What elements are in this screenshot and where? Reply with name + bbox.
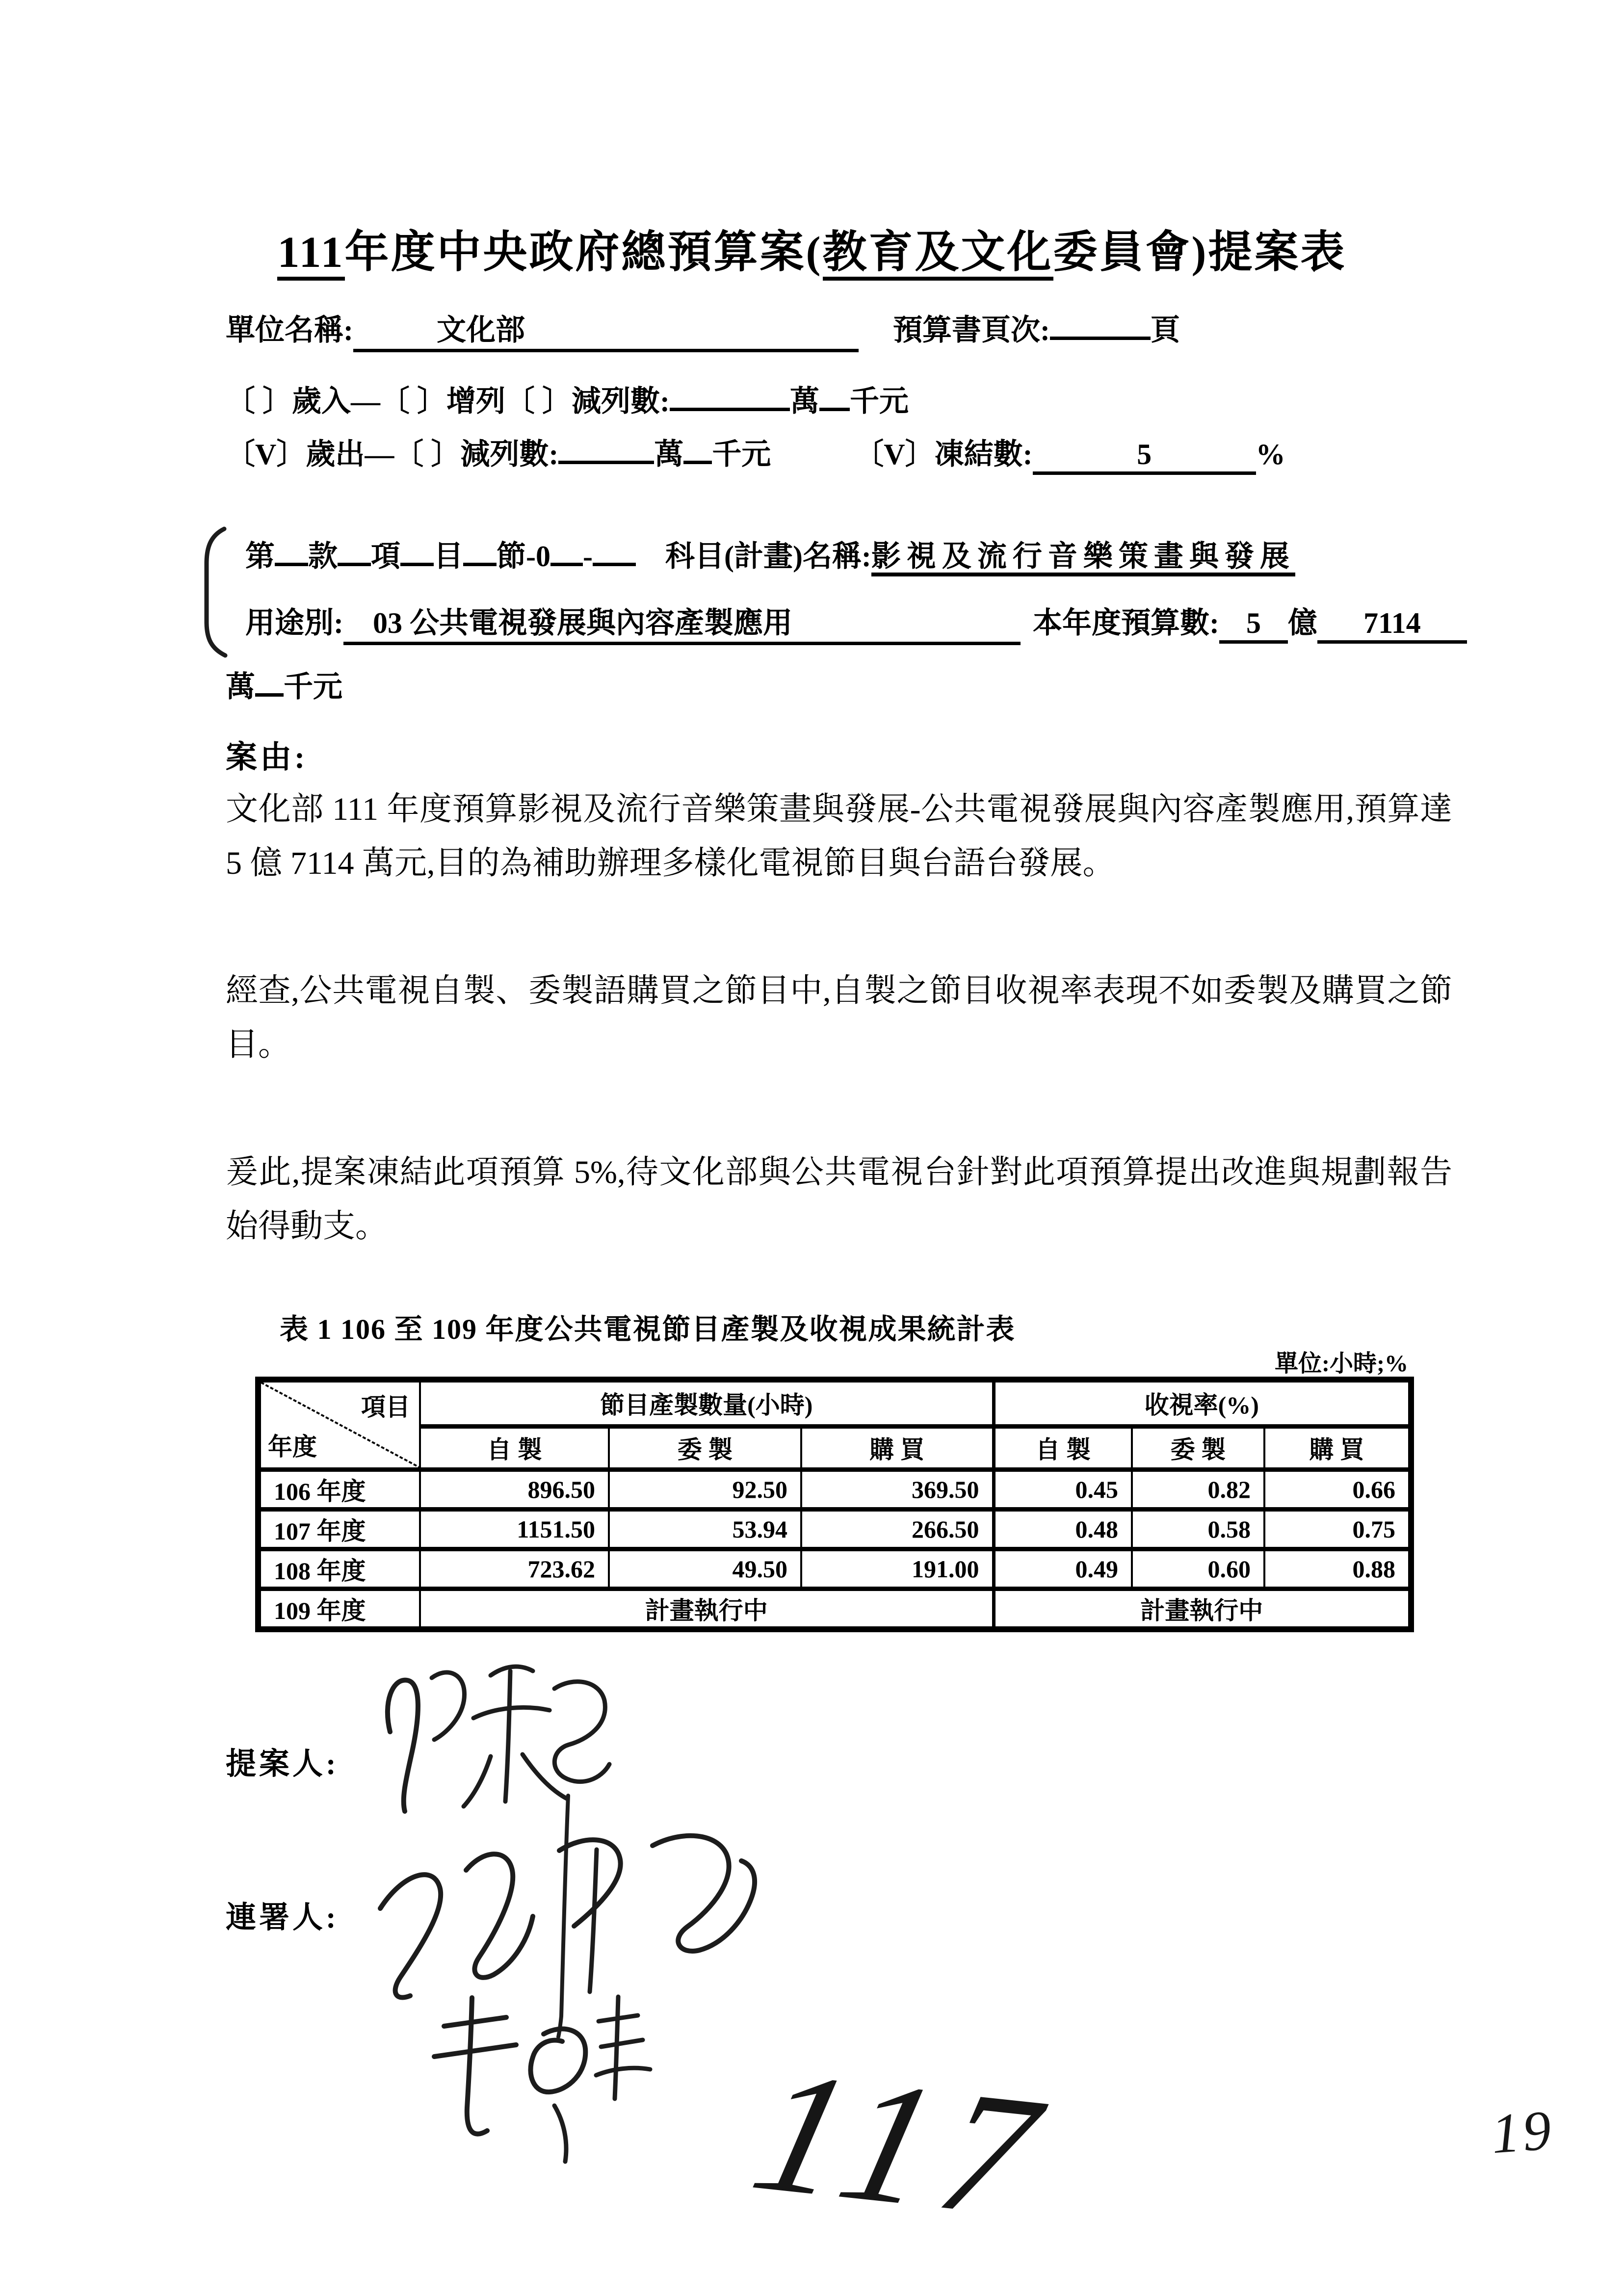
handwritten-note-117: 117 [737,2034,1068,2254]
budget-yi-unit: 億 [1287,607,1317,639]
wan-unit: 萬 [226,671,255,703]
paragraph-proposal: 爰此,提案凍結此項預算 5%,待文化部與公共電視台針對此項預算提出改進與規劃報告始得動支。 [226,1154,1452,1244]
item-jie-label: 節-0 [497,540,550,573]
table-row [258,1469,1411,1509]
freeze-percent-sign: % [1256,438,1285,470]
group-header-rating: 收視率(%) [994,1380,1411,1426]
budget-yi-value: 5 [1219,606,1288,644]
value-cell: 0.58 [1132,1509,1264,1549]
table-row-109 [258,1589,1411,1629]
revenue-qianyuan-unit: 千元 [849,385,909,417]
freeze-value: 5 [1033,438,1256,475]
unit-name-label: 單位名稱: [226,314,353,346]
expenditure-qian-blank [683,461,712,464]
diagonal-header-year: 年度 [268,1433,317,1461]
value-cell: 92.50 [609,1469,801,1509]
title-committee: 教育及文化 [823,228,1053,281]
table-row [258,1509,1411,1549]
value-cell: 0.88 [1264,1549,1411,1589]
qianyuan-unit: 千元 [284,671,342,703]
year-cell: 106 年度 [258,1469,420,1509]
item-xiang-blank [338,563,371,566]
year-cell: 108 年度 [258,1549,420,1589]
item-kuan-label: 款 [308,540,338,573]
revenue-wan-unit: 萬 [789,385,819,417]
usage-label: 用途別: [245,607,343,639]
expenditure-amount-blank [558,461,654,464]
revenue-amount-blank [670,408,790,411]
table-row [258,1549,1411,1589]
case-body [226,783,1452,1327]
year-cell: 107 年度 [258,1509,420,1549]
revenue-qian-blank [819,408,850,411]
value-cell: 896.50 [420,1469,609,1509]
diagonal-header-cell [258,1380,420,1469]
cosigner-label: 連署人: [226,1901,339,1934]
value-cell: 49.50 [609,1549,801,1589]
subheader-rating-commissioned: 委 製 [1132,1426,1264,1469]
title-mid: 年度中央政府總預算案( [344,228,823,277]
rating-status-cell: 計畫執行中 [994,1589,1411,1629]
value-cell: 0.82 [1132,1469,1264,1509]
subheader-rating-purchased: 購 買 [1264,1426,1411,1469]
group-header-production: 節目產製數量(小時) [420,1380,994,1426]
wan-line [226,663,342,705]
freeze-checkbox-label: 〔V〕凍結數: [854,438,1033,470]
item-mu-blank [400,563,434,566]
title-tail: 委員會)提案表 [1053,228,1347,277]
wan-line-blank [255,693,284,697]
section-left-bracket-glyph [199,526,228,658]
expenditure-checkbox-label: 〔V〕歲出—〔 〕減列數: [226,438,559,470]
page-title [0,216,1624,280]
item-kuan-blank [275,563,308,566]
production-status-cell: 計畫執行中 [420,1589,994,1629]
budget-book-page-blank [1050,337,1151,340]
handwritten-page-number: 19 [1489,2098,1556,2166]
subheader-rating-self: 自 製 [994,1426,1132,1469]
budget-wan-value: 7114 [1317,606,1467,644]
value-cell: 191.00 [801,1549,994,1589]
subject-name-label: 科目(計畫)名稱: [665,540,871,573]
subheader-commissioned: 委 製 [609,1426,801,1469]
item-jie-blank2 [550,563,583,566]
item-dash-blank [593,563,636,566]
item-jie-blank [463,563,497,566]
title-year: 111 [277,228,344,281]
value-cell: 53.94 [609,1509,801,1549]
value-cell: 0.75 [1264,1509,1411,1549]
current-budget-label: 本年度預算數: [1032,607,1219,639]
item-mu-label: 目 [434,540,463,573]
value-cell: 266.50 [801,1509,994,1549]
value-cell: 0.66 [1264,1469,1411,1509]
revenue-checkbox-label: 〔 〕歲入—〔 〕增列〔 〕減列數: [226,385,670,417]
statistics-table [255,1377,1414,1632]
item-xiang-label: 項 [371,540,400,573]
expenditure-row [226,431,1285,475]
usage-row [245,600,1467,645]
item-dash: - [582,540,593,573]
budget-book-page-label: 預算書頁次: [892,314,1050,346]
subheader-purchased: 購 買 [801,1426,994,1469]
value-cell: 1151.50 [420,1509,609,1549]
year-cell: 109 年度 [258,1589,420,1629]
proposer-label: 提案人: [226,1748,339,1781]
cosigner-signature-2 [434,1997,650,2162]
item-number-row [245,533,1295,575]
paragraph-budget-overview: 文化部 111 年度預算影視及流行音樂策畫與發展-公共電視發展與內容產製應用,預算達 5 億 7114 萬元,目的為補助辦理多樣化電視節目與台語台發展。 [226,791,1452,881]
proposer-signature [388,1667,609,2037]
case-heading: 案由: [226,740,308,775]
value-cell: 0.49 [994,1549,1132,1589]
unit-name-row [226,307,1180,352]
unit-name-value: 文化部 [353,307,859,352]
value-cell: 0.45 [994,1469,1132,1509]
expenditure-qianyuan-unit: 千元 [712,438,771,470]
value-cell: 723.62 [420,1549,609,1589]
value-cell: 369.50 [801,1469,994,1509]
item-kuan-prefix: 第 [245,540,275,573]
expenditure-wan-unit: 萬 [654,438,684,470]
table-title: 表 1 106 至 109 年度公共電視節目產製及收視成果統計表 [280,1313,1016,1345]
subject-name-value: 影視及流行音樂策畫與發展 [871,540,1295,576]
usage-value: 03 公共電視發展與內容產製應用 [343,600,1021,645]
budget-book-page-unit: 頁 [1150,314,1180,346]
paragraph-findings: 經查,公共電視自製、委製語購買之節目中,自製之節目收視率表現不如委製及購買之節目。 [226,973,1452,1063]
revenue-row [226,378,909,420]
table-unit-note: 單位:小時;% [1275,1351,1408,1377]
value-cell: 0.60 [1132,1549,1264,1589]
subheader-self-produced: 自 製 [420,1426,609,1469]
diagonal-header-item: 項目 [361,1393,410,1421]
value-cell: 0.48 [994,1509,1132,1549]
